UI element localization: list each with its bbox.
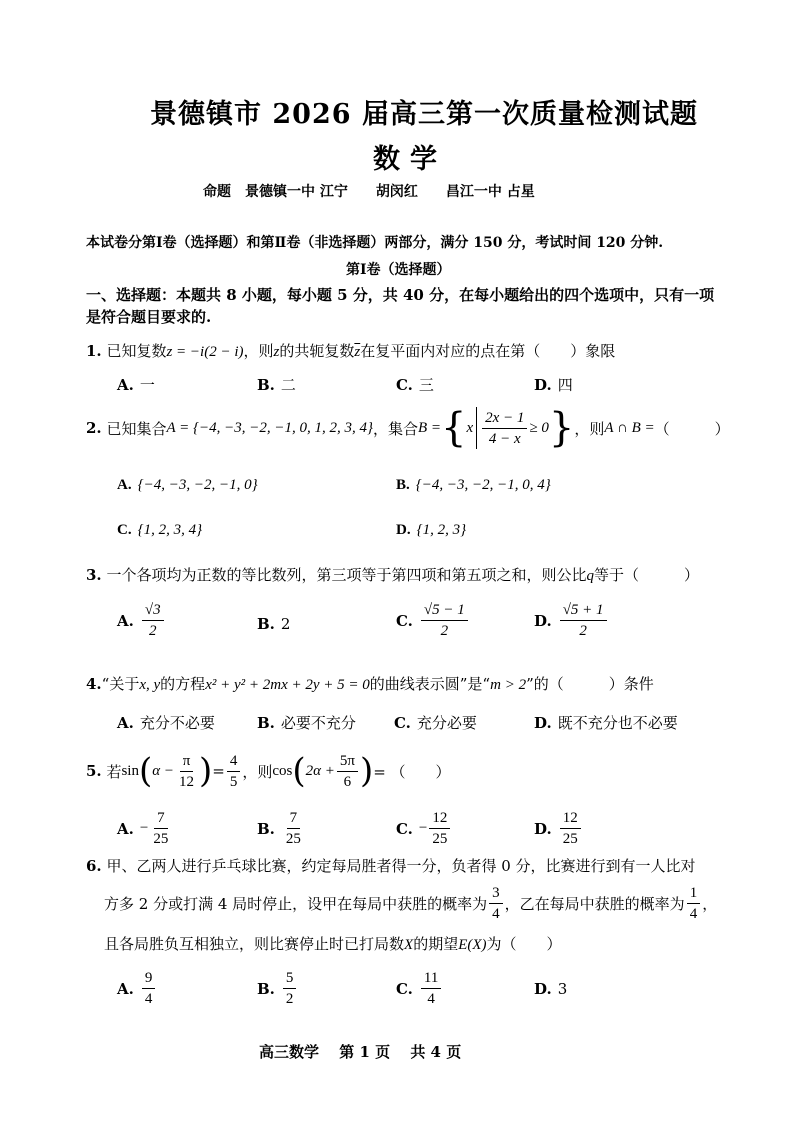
q2-setB-rel: ≥ 0 — [529, 419, 549, 436]
option-sign: − — [139, 820, 149, 836]
q3-option-b — [257, 615, 290, 633]
right-brace: } — [548, 405, 575, 451]
subject-title: 数学 — [373, 144, 447, 175]
question-2 — [86, 405, 730, 451]
fraction-numerator: 7 — [287, 808, 301, 829]
option-text: {1, 2, 3, 4} — [137, 522, 203, 538]
q4-mid: 的方程 — [160, 675, 206, 693]
fraction-denominator: 2 — [579, 623, 587, 639]
q5-option-b — [257, 808, 306, 849]
q5-mid: ，则 — [242, 762, 273, 781]
fraction-denominator: 4 — [427, 991, 435, 1007]
page-title: 景德镇市 2026 届高三第一次质量检测试题 — [150, 99, 698, 130]
fraction-denominator: 2 — [148, 623, 157, 639]
option-sign: − — [418, 820, 428, 836]
option-fraction — [421, 968, 441, 1009]
option-label: C. — [396, 611, 413, 630]
q2-fraction — [482, 408, 527, 449]
option-fraction — [421, 600, 468, 641]
q5-post: = （ ） — [373, 762, 451, 781]
q5-option-d — [534, 808, 583, 849]
q1-option-d — [534, 374, 573, 395]
question-6-line3 — [104, 933, 562, 954]
q4-option-a — [117, 712, 215, 733]
option-label: B. — [257, 819, 275, 838]
option-label: D. — [534, 980, 552, 998]
fraction-numerator: 12 — [560, 808, 581, 829]
q5-alpha-minus: α − — [152, 762, 174, 779]
question-1 — [86, 340, 615, 361]
option-text: 既不充分也不必要 — [557, 714, 678, 732]
question-3 — [86, 564, 699, 585]
option-label: A. — [117, 477, 132, 493]
q4-mid2: 的曲线表示圆”是“ — [369, 675, 491, 693]
q3-option-c — [396, 600, 470, 641]
q6-line2-mid: ，乙在每局中获胜的概率为 — [504, 894, 685, 913]
question-number: 2. — [86, 419, 102, 437]
q6-line2-pre: 方多 2 分或打满 4 局时停止，设甲在每局中获胜的概率为 — [104, 894, 488, 913]
q6-line2-post: ， — [702, 894, 718, 913]
option-label: A. — [117, 979, 134, 998]
question-number: 5. — [86, 762, 102, 780]
option-text: {1, 2, 3} — [416, 522, 467, 538]
option-fraction — [150, 808, 171, 849]
fraction-denominator: 2 — [440, 623, 449, 639]
volume-title: 第Ⅰ卷（选择题） — [346, 262, 451, 278]
q6-option-c — [396, 968, 443, 1009]
right-paren: ) — [359, 751, 374, 791]
option-fraction — [283, 968, 297, 1009]
fraction-numerator: 12 — [429, 808, 450, 829]
left-brace: { — [441, 405, 467, 451]
q4-post: ”的（ ）条件 — [526, 675, 654, 693]
option-label: C. — [396, 376, 413, 394]
option-label: C. — [396, 819, 413, 838]
q6-X: X — [404, 937, 414, 953]
option-text: 充分不必要 — [139, 714, 215, 732]
q5-equals: = — [212, 762, 225, 780]
fraction-numerator: 4 — [227, 751, 241, 772]
question-number: 4. — [86, 675, 102, 693]
q5-5pi-over-6 — [337, 751, 358, 792]
q3-q: q — [586, 568, 594, 584]
question-4 — [86, 673, 654, 694]
option-label: A. — [117, 819, 134, 838]
q6-option-b — [257, 968, 298, 1009]
q5-cos: cos — [272, 762, 293, 779]
option-label: A. — [117, 611, 134, 630]
fraction-numerator: π — [180, 751, 194, 772]
q2-setB-lhs: B = — [417, 419, 442, 436]
q1-option-b — [257, 374, 296, 395]
q2-paren: （ ） — [654, 419, 730, 438]
option-fraction — [283, 808, 304, 849]
option-label: A. — [117, 376, 134, 394]
q6-line3-post: 为（ ） — [486, 935, 562, 953]
option-text: {−4, −3, −2, −1, 0, 4} — [415, 477, 551, 493]
q5-option-a — [117, 808, 173, 849]
question-6-line2 — [104, 880, 717, 926]
q2-option-a — [117, 477, 258, 494]
q1-option-a — [117, 374, 155, 395]
q3-text: 一个各项均为正数的等比数列，第三项等于第四项和第五项之和，则公比 — [106, 566, 587, 584]
option-text: 三 — [418, 376, 434, 394]
page-footer: 高三数学 第 1 页 共 4 页 — [259, 1043, 462, 1061]
fraction-denominator: 6 — [343, 773, 352, 790]
q6-EX: E(X) — [458, 937, 487, 953]
option-text: 充分必要 — [416, 714, 477, 732]
question-number: 6. — [86, 857, 102, 875]
option-label: D. — [534, 714, 552, 732]
q6-line3-pre: 且各局胜负互相独立，则比赛停止时已打局数 — [104, 935, 405, 953]
option-label: A. — [117, 714, 134, 732]
fraction-denominator: 25 — [432, 831, 448, 847]
q6-option-a — [117, 968, 157, 1009]
q6-line1: 甲、乙两人进行乒乓球比赛，约定每局胜者得一分，负者得 0 分，比赛进行到有一人比对 — [106, 857, 696, 875]
q1-mid2: 的共轭复数 — [279, 342, 355, 360]
q5-pi-over-12 — [176, 751, 197, 792]
q1-mid: ，则 — [243, 342, 274, 360]
fraction-denominator: 25 — [562, 831, 578, 847]
option-text: 3 — [557, 980, 568, 998]
option-text: 二 — [280, 376, 296, 394]
q4-option-b — [257, 712, 356, 733]
fraction-numerator: 3 — [489, 883, 503, 904]
fraction-numerator: 1 — [687, 883, 701, 904]
option-text: 四 — [557, 376, 573, 394]
option-label: D. — [534, 376, 552, 394]
q2-option-c — [117, 522, 202, 539]
option-label: B. — [396, 477, 410, 493]
fraction-denominator: 4 — [144, 991, 153, 1007]
q6-p-fraction — [489, 883, 503, 924]
fraction-denominator: 25 — [285, 831, 301, 847]
q1-expression: z = −i(2 − i) — [166, 344, 244, 360]
q3-option-d — [534, 600, 609, 641]
option-label: C. — [394, 714, 411, 732]
authors-line: 命题 景德镇一中 江宁 胡闵红 昌江一中 占星 — [203, 184, 535, 200]
option-fraction — [142, 600, 164, 641]
q6-option-d — [534, 980, 567, 998]
option-text: 必要不充分 — [280, 714, 356, 732]
option-label: B. — [257, 376, 275, 394]
q1-post: 在复平面内对应的点在第（ ）象限 — [360, 342, 616, 360]
fraction-denominator: 4 — [689, 905, 698, 922]
question-5 — [86, 748, 451, 794]
left-paren: ( — [292, 751, 306, 791]
intro-text: 本试卷分第Ⅰ卷（选择题）和第Ⅱ卷（非选择题）两部分，满分 150 分，考试时间 120 分钟. — [86, 235, 664, 251]
fraction-denominator: 12 — [179, 773, 194, 790]
fraction-numerator: 2x − 1 — [482, 408, 527, 429]
fraction-numerator: √5 − 1 — [421, 600, 468, 621]
option-label: C. — [117, 522, 132, 538]
option-fraction — [429, 808, 450, 849]
option-label: B. — [257, 979, 275, 998]
q4-condition: m > 2 — [490, 677, 527, 693]
q2-mid: ，集合 — [372, 419, 418, 438]
fraction-denominator: 25 — [153, 831, 169, 847]
q1-zbar: $\overline{z}$ — [354, 344, 361, 360]
fraction-numerator: 11 — [421, 968, 441, 989]
q5-pre: 若 — [106, 762, 122, 781]
q2-option-b — [396, 477, 551, 494]
option-text: 2 — [280, 615, 291, 633]
option-label: B. — [257, 714, 275, 732]
q2-setB-x: x — [466, 419, 474, 436]
q5-two-alpha: 2α + — [305, 762, 335, 779]
q1-pre: 已知复数 — [106, 342, 167, 360]
q1-option-c — [396, 374, 434, 395]
fraction-numerator: 9 — [142, 968, 156, 989]
option-label: D. — [534, 819, 552, 838]
q4-option-d — [534, 712, 678, 733]
q4-pre: “关于 — [101, 675, 140, 693]
fraction-numerator: √5 + 1 — [560, 600, 607, 621]
left-paren: ( — [138, 751, 153, 791]
question-number: 1. — [86, 342, 102, 360]
q6-line3-mid: 的期望 — [413, 935, 459, 953]
q2-option-d — [396, 522, 466, 539]
option-label: B. — [257, 615, 275, 633]
q1-z: z — [273, 344, 280, 360]
q4-option-c — [394, 712, 477, 733]
question-number: 3. — [86, 566, 102, 584]
q5-four-fifths — [227, 751, 241, 792]
q4-equation: x² + y² + 2mx + 2y + 5 = 0 — [205, 677, 370, 693]
option-fraction — [560, 600, 607, 641]
section-heading-line2: 是符合题目要求的. — [86, 308, 212, 326]
q3-option-a — [117, 600, 166, 641]
section-heading-line1: 一、选择题：本题共 8 小题，每小题 5 分，共 40 分，在每小题给出的四个选项中，只有一项 — [86, 286, 715, 304]
fraction-numerator: 5 — [283, 968, 297, 989]
option-fraction — [142, 968, 156, 1009]
fraction-numerator: 5π — [337, 751, 358, 772]
option-label: D. — [534, 611, 552, 630]
option-label: C. — [396, 979, 413, 998]
option-fraction — [560, 808, 581, 849]
q6-q-fraction — [687, 883, 701, 924]
fraction-numerator: 7 — [154, 808, 168, 829]
q4-xy: x, y — [139, 677, 161, 693]
q5-option-c — [396, 808, 452, 849]
q2-setA: A = {−4, −3, −2, −1, 0, 1, 2, 3, 4} — [166, 419, 373, 436]
option-label: D. — [396, 522, 411, 538]
option-text: {−4, −3, −2, −1, 0} — [137, 477, 258, 493]
fraction-denominator: 5 — [229, 773, 238, 790]
fraction-numerator: √3 — [142, 600, 164, 621]
set-builder-bar — [476, 407, 477, 449]
question-6-line1 — [86, 855, 696, 876]
right-paren: ) — [199, 751, 213, 791]
q2-post: ，则 — [574, 419, 605, 438]
q2-intersection: A ∩ B = — [604, 419, 655, 436]
q2-pre: 已知集合 — [106, 419, 167, 438]
fraction-denominator: 2 — [285, 991, 294, 1007]
fraction-denominator: 4 − x — [488, 430, 521, 447]
fraction-denominator: 4 — [492, 905, 500, 922]
q3-post: 等于（ ） — [593, 566, 699, 584]
q5-sin: sin — [121, 762, 139, 779]
option-text: 一 — [139, 376, 155, 394]
